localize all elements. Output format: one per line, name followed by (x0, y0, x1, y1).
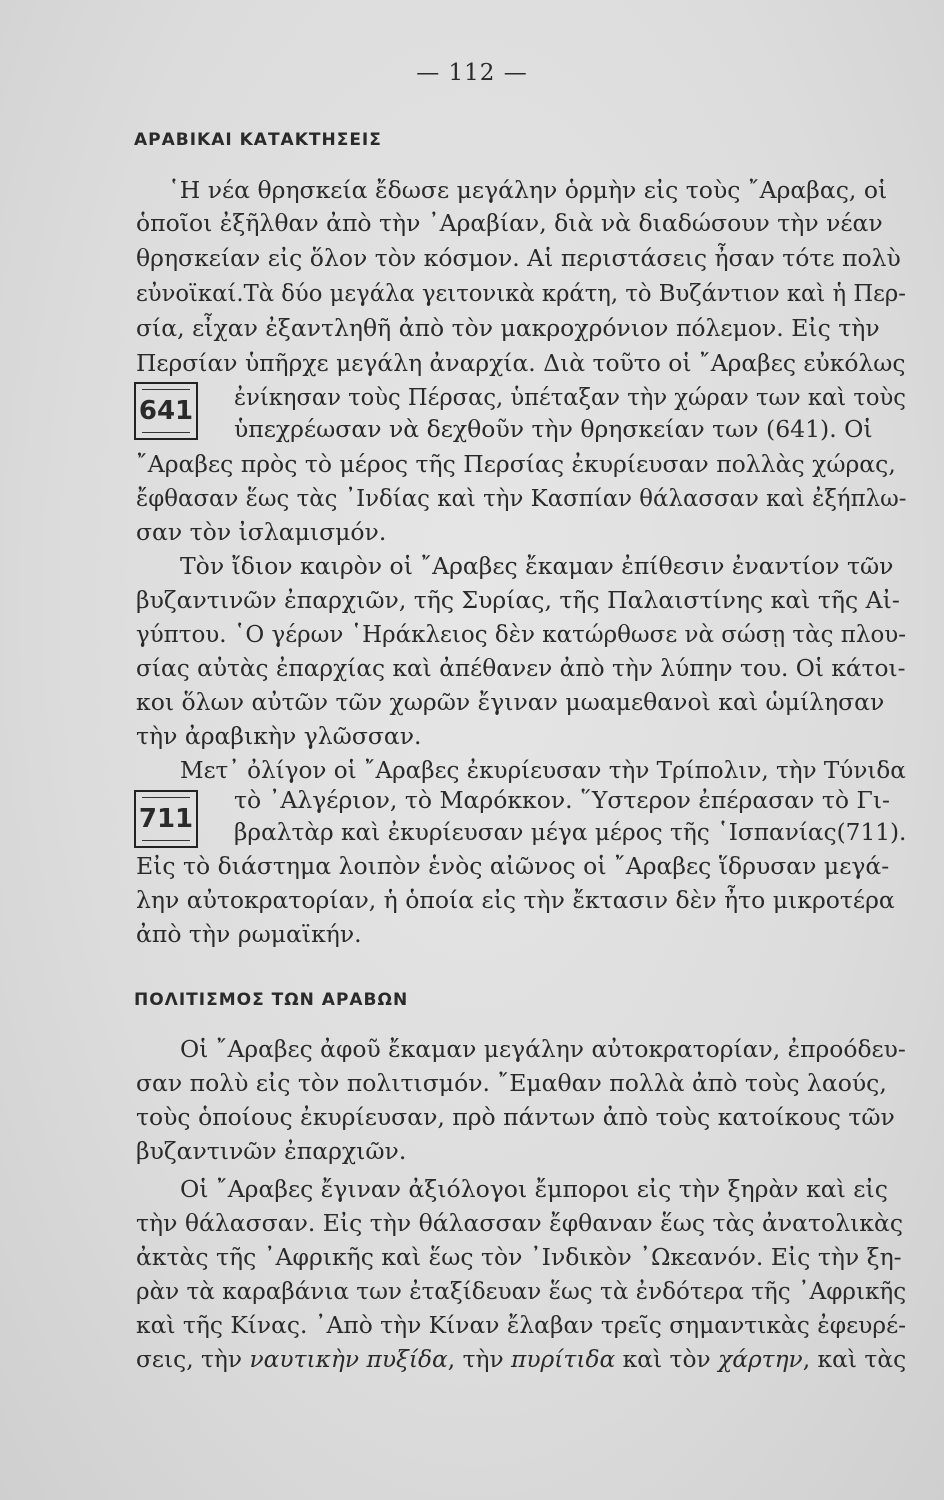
text-line: βυζαντινῶν ἐπαρχιῶν, τῆς Συρίας, τῆς Παλαιστίνης καὶ τῆς Αἰ- (136, 586, 900, 614)
text-line: ὁποῖοι ἐξῆλθαν ἀπὸ τὴν ᾿Αραβίαν, διὰ νὰ διαδώσουν τὴν νέαν (136, 209, 883, 237)
text-line: ρὰν τὰ καραβάνια των ἐταξίδευαν ἕως τὰ ἐνδότερα τῆς ᾿Αφρικῆς (136, 1277, 907, 1305)
year-marker-711: 711 (134, 790, 198, 848)
section-heading-arab-conquests: ΑΡΑΒΙΚΑΙ ΚΑΤΑΚΤΗΣΕΙΣ (134, 130, 382, 150)
text-line: ῾Η νέα θρησκεία ἔδωσε μεγάλην ὁρμὴν εἰς τοὺς ῎Αραβας, οἱ (168, 176, 888, 204)
text-line: τὴν θάλασσαν. Εἰς τὴν θάλασσαν ἔφθαναν ἕως τὰς ἀνατολικὰς (136, 1209, 904, 1237)
text-line: σίας αὐτὰς ἐπαρχίας καὶ ἀπέθανεν ἀπὸ τὴν λύπην του. Οἱ κάτοι- (136, 654, 906, 682)
text-line: σία, εἶχαν ἐξαντληθῆ ἀπὸ τὸν μακροχρόνιον πόλεμον. Εἰς τὴν (136, 314, 880, 342)
text-line: ἀπὸ τὴν ρωμαϊκήν. (136, 920, 362, 948)
text-line: ἀκτὰς τῆς ᾿Αφρικῆς καὶ ἕως τὸν ᾿Ινδικὸν ᾿Ωκεανόν. Εἰς τὴν ξη- (136, 1243, 902, 1271)
text-line: τὴν ἀραβικὴν γλῶσσαν. (136, 722, 422, 750)
text-segment: , τὴν (447, 1345, 512, 1373)
text-line: ῎Αραβες πρὸς τὸ μέρος τῆς Περσίας ἐκυρίευσαν πολλὰς χώρας, (136, 450, 896, 478)
text-line: Περσίαν ὑπῆρχε μεγάλη ἀναρχία. Διὰ τοῦτο οἱ ῎Αραβες εὐκόλως (136, 349, 906, 377)
text-line: ἔφθασαν ἕως τὰς ᾿Ινδίας καὶ τὴν Κασπίαν θάλασσαν καὶ ἐξήπλω- (136, 484, 907, 512)
text-line: σαν πολὺ εἰς τὸν πολιτισμόν. ῎Εμαθαν πολλὰ ἀπὸ τοὺς λαούς, (136, 1069, 887, 1097)
text-segment: σεις, τὴν (136, 1345, 250, 1373)
section-heading-arab-civilization: ΠΟΛΙΤΙΣΜΟΣ ΤΩΝ ΑΡΑΒΩΝ (134, 990, 409, 1010)
text-line: λην αὐτοκρατορίαν, ἡ ὁποία εἰς τὴν ἔκτασιν δὲν ἦτο μικροτέρα (136, 886, 895, 914)
text-line-last (136, 1345, 907, 1373)
italic-term-paper: χάρτην (718, 1345, 803, 1373)
text-line: ὑπεχρέωσαν νὰ δεχθοῦν τὴν θρησκείαν των (641). Οἱ (234, 415, 873, 443)
text-line: Οἱ ῎Αραβες ἀφοῦ ἔκαμαν μεγάλην αὐτοκρατορίαν, ἐπροόδευ- (180, 1035, 906, 1063)
text-line: κοι ὅλων αὐτῶν τῶν χωρῶν ἔγιναν μωαμεθανοὶ καὶ ὡμίλησαν (136, 688, 885, 716)
text-line: Μετ᾿ ὀλίγον οἱ ῎Αραβες ἐκυρίευσαν τὴν Τρίπολιν, τὴν Τύνιδα (180, 756, 906, 784)
year-marker-641: 641 (134, 382, 198, 440)
text-line: σαν τὸν ἰσλαμισμόν. (136, 518, 387, 546)
text-line: εὐνοϊκαί.Τὰ δύο μεγάλα γειτονικὰ κράτη, τὸ Βυζάντιον καὶ ἡ Περ- (136, 279, 906, 307)
italic-term-compass: ναυτικὴν πυξίδα (249, 1345, 448, 1373)
text-line: ἐνίκησαν τοὺς Πέρσας, ὑπέταξαν τὴν χώραν των καὶ τοὺς (234, 383, 906, 411)
text-line: βραλτὰρ καὶ ἐκυρίευσαν μέγα μέρος τῆς ῾Ισπανίας(711). (234, 818, 907, 846)
text-segment: , καὶ τὰς (802, 1345, 907, 1373)
text-line: Εἰς τὸ διάστημα λοιπὸν ἑνὸς αἰῶνος οἱ ῎Αραβες ἵδρυσαν μεγά- (136, 852, 890, 880)
text-line: γύπτου. ῾Ο γέρων ῾Ηράκλειος δὲν κατώρθωσε νὰ σώσῃ τὰς πλου- (136, 620, 906, 648)
text-line: καὶ τῆς Κίνας. ᾿Απὸ τὴν Κίναν ἔλαβαν τρεῖς σημαντικὰς ἐφευρέ- (136, 1311, 907, 1339)
text-line: θρησκείαν εἰς ὅλον τὸν κόσμον. Αἱ περιστάσεις ἦσαν τότε πολὺ (136, 244, 901, 272)
text-line: Οἱ ῎Αραβες ἔγιναν ἀξιόλογοι ἔμποροι εἰς τὴν ξηρὰν καὶ εἰς (180, 1175, 888, 1203)
text-line: Τὸν ἴδιον καιρὸν οἱ ῎Αραβες ἔκαμαν ἐπίθεσιν ἐναντίον τῶν (180, 552, 894, 580)
text-segment: καὶ τὸν (615, 1345, 719, 1373)
text-line: βυζαντινῶν ἐπαρχιῶν. (136, 1137, 407, 1165)
page-number: — 112 — (416, 60, 528, 86)
italic-term-gunpowder: πυρίτιδα (511, 1345, 616, 1373)
text-line: τοὺς ὁποίους ἐκυρίευσαν, πρὸ πάντων ἀπὸ τοὺς κατοίκους τῶν (136, 1103, 895, 1131)
text-line: τὸ ᾿Αλγέριον, τὸ Μαρόκκον. ῞Υστερον ἐπέρασαν τὸ Γι- (234, 786, 890, 814)
